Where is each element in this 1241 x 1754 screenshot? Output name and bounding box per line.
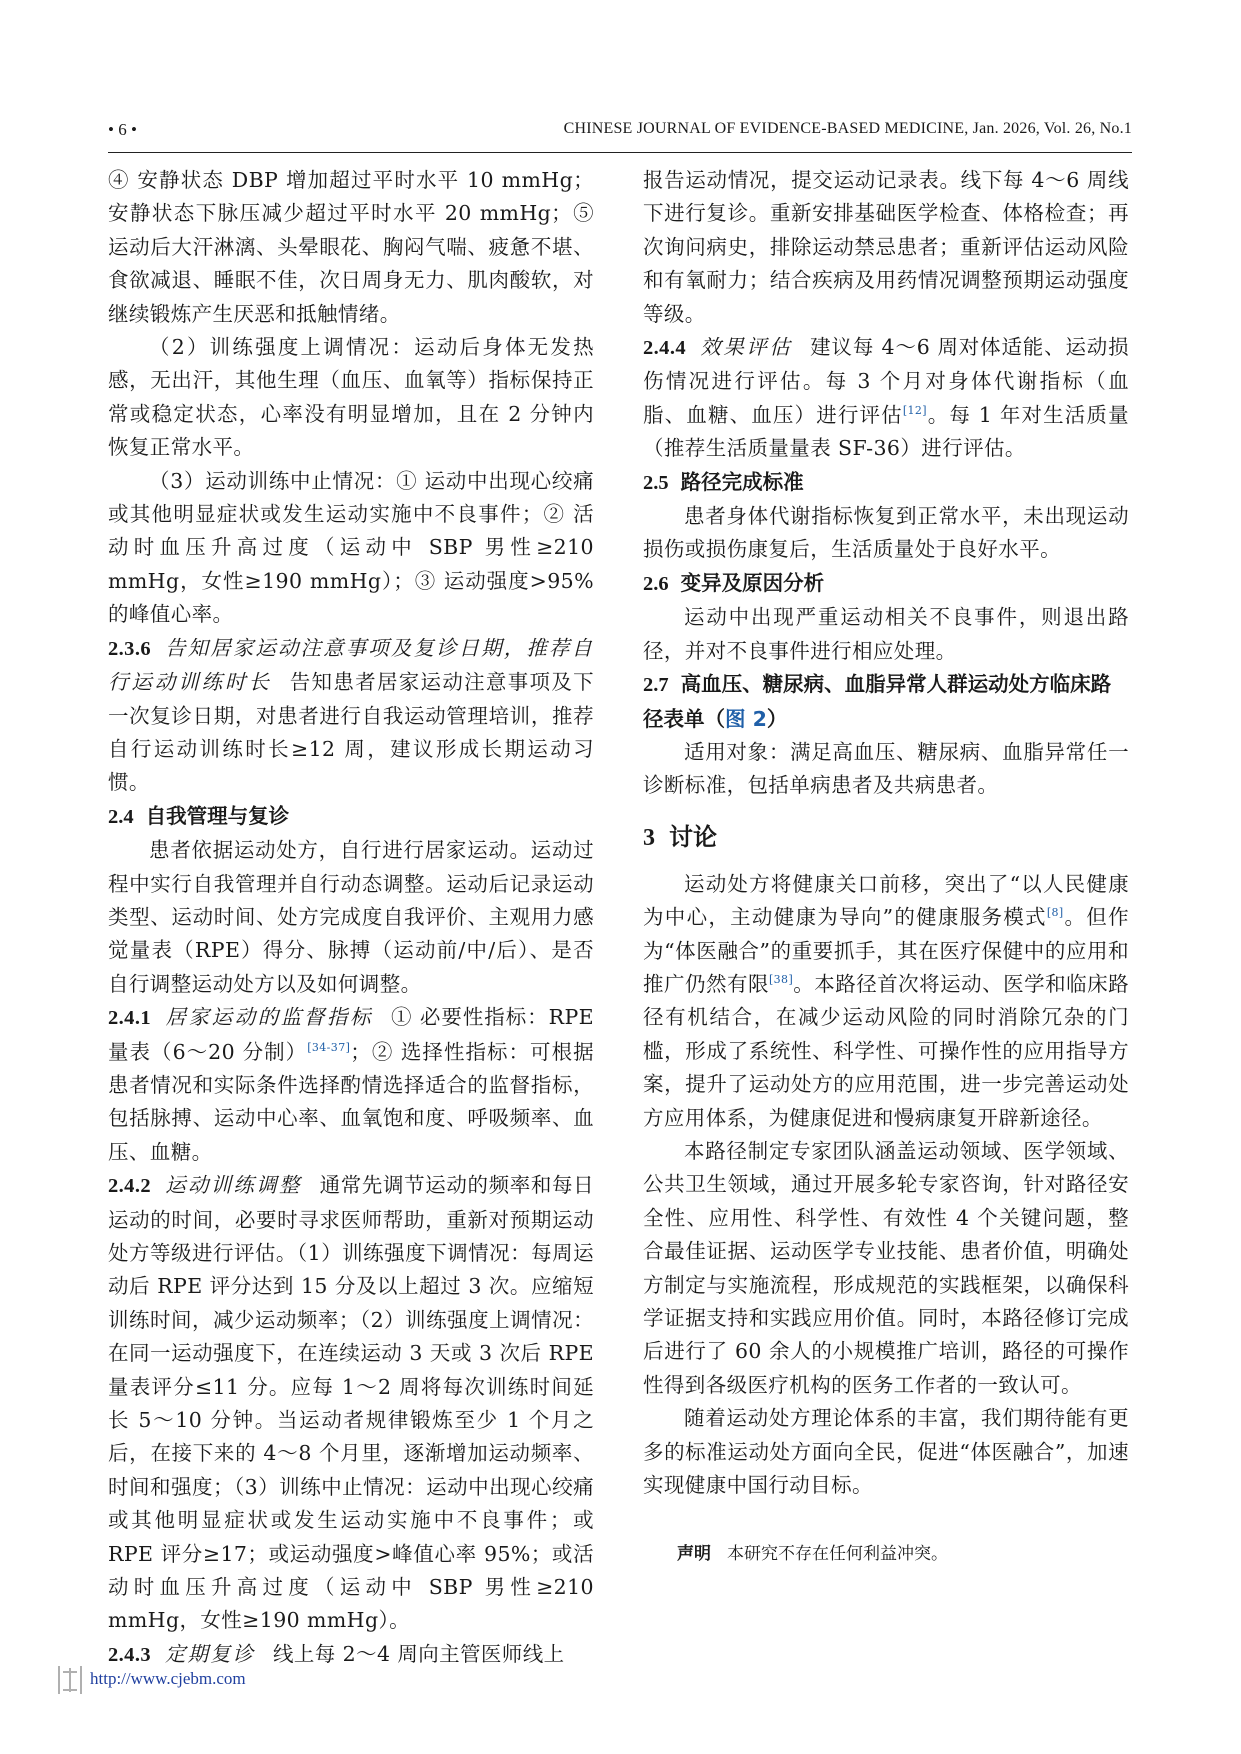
subsection-2-4-2: [108, 1169, 594, 1638]
section-number: 2.5: [643, 471, 669, 494]
subsection-2-4-4: [643, 331, 1129, 466]
section-heading-2-6: [643, 567, 1129, 601]
citation-link[interactable]: [12]: [902, 404, 927, 418]
subsection-title: 运动训练调整: [165, 1173, 302, 1198]
subsection-2-4-3: [108, 1638, 594, 1672]
declaration: [643, 1540, 1129, 1568]
section-title: 自我管理与复诊: [145, 803, 290, 828]
paragraph-text: 。每 1 年对生活质量（推荐生活质量量表 SF-36）进行评估。: [643, 402, 1129, 461]
paragraph-text: 运动处方将健康关口前移，突出了“以人民健康为中心，主动健康为导向”的健康服务模式: [643, 871, 1129, 930]
citation-link[interactable]: [34-37]: [307, 1040, 351, 1054]
paragraph-text: ；② 选择性指标：可根据患者情况和实际条件选择酌情选择适合的监督指标，包括脉搏、运动中心率、血氧饱和度、呼吸频率、血压、血糖。: [108, 1039, 594, 1164]
journal-logo-icon: [58, 1666, 82, 1694]
section-number: 2.6: [643, 572, 669, 595]
paragraph-text: 建议每 4～6 周对体适能、运动损伤情况进行评估。每 3 个月对身体代谢指标（血脂、血糖、血压）进行评估: [643, 335, 1130, 427]
subsection-title: 告知居家运动注意事项及复诊日期，推荐自行运动训练时长: [108, 635, 594, 695]
section-number: 3: [643, 824, 655, 851]
citation-link[interactable]: [38]: [768, 973, 794, 987]
subsection-title: 定期复诊: [165, 1641, 255, 1666]
section-heading-2-4: [108, 800, 594, 834]
page-header: [108, 118, 1132, 153]
paragraph: 患者依据运动处方，自行进行居家运动。运动过程中实行自我管理并自行动态调整。运动后记录运动类型、运动时间、处方完成度自我评价、主观用力感觉量表（RPE）得分、脉搏（运动前/中/后）、是否自行调整运动处方以及如何调整。: [108, 838, 594, 996]
paragraph: 运动中出现严重运动相关不良事件，则退出路径，并对不良事件进行相应处理。: [643, 605, 1129, 663]
declaration-label: 声明: [677, 1544, 711, 1565]
citation-link[interactable]: [8]: [1046, 906, 1064, 920]
subsection-title: 居家运动的监督指标: [165, 1005, 373, 1030]
left-column: [108, 164, 594, 1672]
section-title: 讨论: [669, 822, 717, 851]
paragraph-text: 。但作为“体医融合”的重要抓手，其在医疗保健中的应用和推广仍然有限: [643, 905, 1129, 996]
paragraph: 患者身体代谢指标恢复到正常水平，未出现运动损伤或损伤康复后，生活质量处于良好水平。: [643, 504, 1129, 562]
section-title-end: ）: [766, 706, 788, 731]
page-number: • 6 •: [108, 120, 137, 139]
section-heading-2-7: [643, 668, 1129, 736]
section-title: 路径完成标准: [680, 469, 804, 494]
section-heading-3: [643, 817, 1129, 858]
journal-running-title: CHINESE JOURNAL OF EVIDENCE-BASED MEDICINE, Jan. 2026, Vol. 26, No.1: [563, 120, 1132, 137]
discussion-paragraph: [643, 868, 1129, 1135]
section-number: 2.4: [108, 805, 134, 828]
discussion-paragraph: 随着运动处方理论体系的丰富，我们期待能有更多的标准运动处方面向全民，促进“体医融合”，加速实现健康中国行动目标。: [643, 1406, 1129, 1498]
paragraph-text: 告知患者居家运动注意事项及下一次复诊日期，对患者进行自我运动管理培训，推荐自行运动训练时长≥12 周，建议形成长期运动习惯。: [108, 670, 594, 795]
paragraph-text: 。本路径首次将运动、医学和临床路径有机结合，在减少运动风险的同时消除冗杂的门槛，形成了系统性、科学性、可操作性的应用指导方案，提升了运动处方的应用范围，进一步完善运动处方应用体系，为健康促进和慢病康复开辟新途径。: [643, 971, 1129, 1130]
paragraph-text: 通常先调节运动的频率和每日运动的时间，必要时寻求医师帮助，重新对预期运动处方等级进行评估。（1）训练强度下调情况：每周运动后 RPE 评分达到 15 分及以上超过 3 次。应缩短训练时间，减少运动频率；（2）训练强度上调情况：在同一运动强度下，在连续运动 3 天或 3 次后 RPE 量表评分≤11 分。应每 1～2 周将每次训练时间延长 5～10 分钟。当运动者规律锻炼至少 1 个月之后，在接下来的 4～8 个月里，逐渐增加运动频率、时间和强度；（3）训练中止情况：运动中出现心绞痛或其他明显症状或发生运动实施中不良事件；或 RPE 评分≥17；或运动强度>峰值心率 95%；或活动时血压升高过度（运动中 SBP 男性≥210 mmHg，女性≥190 mmHg）。: [108, 1173, 595, 1633]
paragraph: （3）运动训练中止情况：① 运动中出现心绞痛或其他明显症状或发生运动实施中不良事件；② 活动时血压升高过度（运动中 SBP 男性≥210 mmHg，女性≥190 mmHg）；③ 运动强度>95%的峰值心率。: [108, 468, 594, 627]
section-title: 变异及原因分析: [680, 570, 825, 595]
journal-website-link[interactable]: http://www.cjebm.com: [90, 1669, 246, 1688]
section-number: 2.4.1: [108, 1007, 151, 1030]
section-number: 2.7: [643, 674, 669, 697]
section-heading-2-5: [643, 466, 1129, 500]
paragraph: （2）训练强度上调情况：运动后身体无发热感，无出汗，其他生理（血压、血氧等）指标保持正常或稳定状态，心率没有明显增加，且在 2 分钟内恢复正常水平。: [108, 335, 594, 460]
section-number: 2.4.2: [108, 1175, 151, 1198]
subsection-2-4-1: [108, 1001, 594, 1169]
paragraph: 报告运动情况，提交运动记录表。线下每 4～6 周线下进行复诊。重新安排基础医学检查、体格检查；再次询问病史，排除运动禁忌患者；重新评估运动风险和有氧耐力；结合疾病及用药情况调整预期运动强度等级。: [643, 168, 1129, 326]
figure-link[interactable]: 图 2: [725, 706, 767, 731]
discussion-paragraph: 本路径制定专家团队涵盖运动领域、医学领域、公共卫生领域，通过开展多轮专家咨询，针对路径安全性、应用性、科学性、有效性 4 个关键问题，整合最佳证据、运动医学专业技能、患者价值，明确处方制定与实施流程，形成规范的实践框架，以确保科学证据支持和实践应用价值。同时，本路径修订完成后进行了 60 余人的小规模推广培训，路径的可操作性得到各级医疗机构的医务工作者的一致认可。: [643, 1138, 1129, 1397]
declaration-text: 本研究不存在任何利益冲突。: [727, 1544, 948, 1565]
subsection-title: 效果评估: [700, 335, 793, 360]
subsection-2-3-6: [108, 632, 594, 800]
paragraph: ④ 安静状态 DBP 增加超过平时水平 10 mmHg；安静状态下脉压减少超过平时水平 20 mmHg；⑤ 运动后大汗淋漓、头晕眼花、胸闷气喘、疲惫不堪、食欲减退、睡眠不佳，次日周身无力、肌肉酸软，对继续锻炼产生厌恶和抵触情绪。: [108, 168, 594, 326]
section-number: 2.4.3: [108, 1643, 151, 1666]
right-column: [643, 164, 1129, 1568]
paragraph: 适用对象：满足高血压、糖尿病、血脂异常任一诊断标准，包括单病患者及共病患者。: [643, 739, 1129, 798]
paragraph-text: 线上每 2～4 周向主管医师线上: [273, 1641, 565, 1666]
section-number: 2.4.4: [643, 337, 686, 360]
paragraph-text: ① 必要性指标：RPE 量表（6～20 分制）: [108, 1005, 595, 1064]
section-title: 高血压、糖尿病、血脂异常人群运动处方临床路径表单（: [643, 672, 1112, 731]
section-number: 2.3.6: [108, 637, 151, 660]
